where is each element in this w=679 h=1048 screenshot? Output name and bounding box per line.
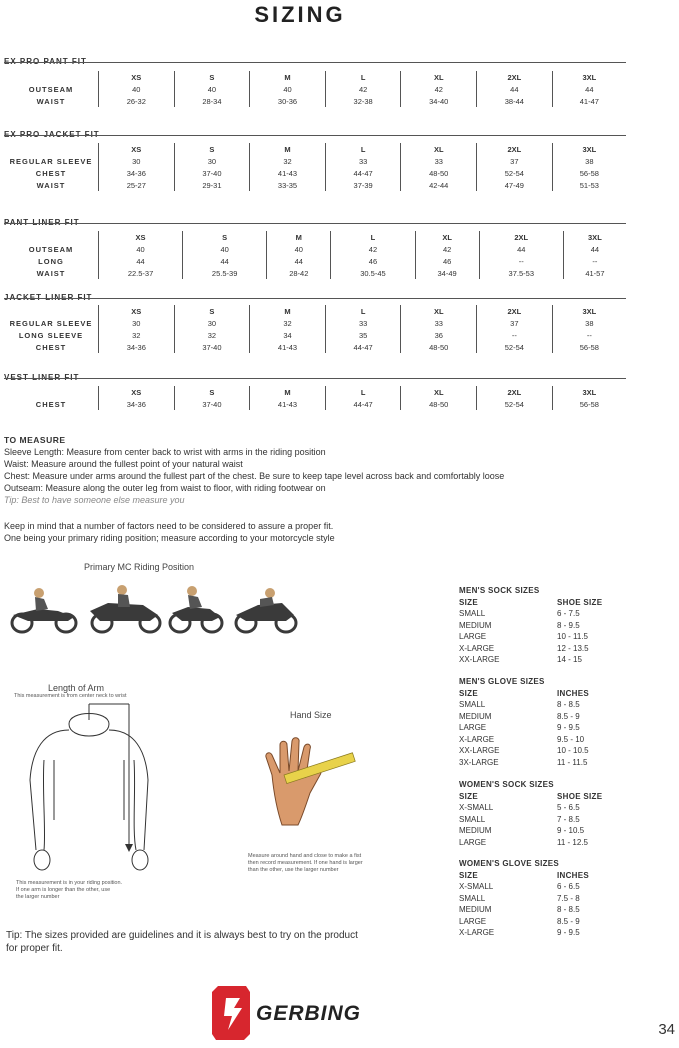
size-value: 38 [552,317,626,329]
size-header-cell: M [250,386,326,398]
col-header: SIZE [459,870,478,880]
size-value: 38-44 [477,95,553,107]
size-header-cell: 2XL [477,305,553,317]
size-value: 44-47 [325,398,401,410]
size-header-cell: L [325,386,401,398]
measure-name: LONG SLEEVE [18,330,84,340]
size-table [4,231,626,279]
size-header-cell: L [325,143,401,155]
size-header-cell: M [250,71,326,83]
size-value: 41-43 [250,398,326,410]
size-value: 42 [401,83,477,95]
gerbing-logo-text: GERBING [256,1002,362,1025]
table-cell: LARGE [459,837,487,847]
table-cell: 12 - 13.5 [557,643,589,653]
size-row [4,255,626,267]
size-value: 30 [174,317,250,329]
size-value: 28-34 [174,95,250,107]
table-cell: 8 - 8.5 [557,905,580,914]
size-header-row [4,71,626,83]
table-row [459,825,637,837]
arm-length-caption: Length of Arm [48,683,105,693]
size-value: 44-47 [325,341,401,353]
table-cell: X-LARGE [459,734,495,744]
table-cell: 7.5 - 8 [557,893,580,903]
table-row [459,927,637,939]
measure-name: OUTSEAM [28,84,74,94]
size-value: 44 [552,83,626,95]
size-header-blank [4,71,99,83]
size-value: 32 [174,329,250,341]
size-value: -- [563,255,626,267]
section-divider [4,298,626,299]
table-cell: 10 - 11.5 [557,632,588,641]
size-value: 33 [401,155,477,167]
measure-name: CHEST [35,399,67,409]
size-value: 56-58 [552,167,626,179]
measure-line: Sleeve Length: Measure from center back to wrist with arms in the riding position [4,447,326,457]
table-cell: 7 - 8.5 [557,814,580,824]
measure-name: CHEST [35,342,67,352]
arm-length-note: This measurement is from center neck to wrist [14,693,127,699]
size-header-cell: XS [99,305,175,317]
measure-line: Waist: Measure around the fullest point of your natural waist [4,459,243,469]
womens-glove-sizes-table [459,858,637,939]
table-row [459,802,637,814]
size-header-cell: S [183,231,267,243]
size-value: 33 [325,317,401,329]
table-title: WOMEN'S GLOVE SIZES [459,859,560,868]
table-cell: 14 - 15 [557,655,582,664]
keep-line: Keep in mind that a number of factors need to be considered to assure a proper fit. [4,521,334,531]
size-header-cell: L [325,71,401,83]
size-row [4,155,626,167]
hand-size-caption: Hand Size [290,710,332,720]
table-cell: MEDIUM [459,826,492,835]
table-header-row [459,688,637,700]
size-header-cell: XL [401,143,477,155]
size-row [4,167,626,179]
size-value: 34-49 [415,267,479,279]
size-value: 32 [250,155,326,167]
size-row [4,179,626,191]
table-cell: 5 - 6.5 [557,803,580,812]
table-cell: 9 - 10.5 [557,826,585,835]
size-header-cell: 2XL [477,386,553,398]
size-table [4,305,626,353]
hand-size-note: Measure around hand and close to make a fist then record measurement. If one hand is larger than the other, use the larger number [248,853,363,873]
gerbing-logo-icon [212,984,252,1042]
table-row [459,734,637,746]
table-cell: SMALL [459,609,486,618]
size-header-cell: XS [99,71,175,83]
table-cell: LARGE [459,916,487,926]
table-row [459,654,637,666]
size-value: 52-54 [477,398,553,410]
size-value: 40 [183,243,267,255]
size-value: 34-36 [99,398,175,410]
measure-name: REGULAR SLEEVE [9,318,93,328]
table-cell: SMALL [459,893,486,903]
size-value: 37-40 [174,341,250,353]
size-table [4,143,626,191]
measure-line: Outseam: Measure along the outer leg from waist to floor, with riding footwear on [4,483,326,493]
size-value: 37-40 [174,398,250,410]
size-header-cell: XL [401,71,477,83]
size-header-cell: XL [415,231,479,243]
to-measure-heading: TO MEASURE [4,435,66,445]
size-value: 26-32 [99,95,175,107]
table-cell: LARGE [459,632,487,641]
col-header: SIZE [459,791,478,801]
size-value: 37.5-53 [479,267,563,279]
size-value: 41-43 [250,341,326,353]
size-value: -- [552,329,626,341]
size-value: 42-44 [401,179,477,191]
size-value: 25-27 [99,179,175,191]
size-value: 44 [99,255,183,267]
table-cell: MEDIUM [459,620,492,630]
size-header-blank [4,231,99,243]
size-value: 51-53 [552,179,626,191]
size-header-cell: XL [401,305,477,317]
size-header-cell: L [325,305,401,317]
table-cell: 8.5 - 9 [557,916,580,926]
bottom-tip: Tip: The sizes provided are guidelines and it is always best to try on the product for proper fit. [6,930,358,954]
table-cell: 10 - 10.5 [557,746,589,755]
size-value: 44 [477,83,553,95]
table-title: MEN'S SOCK SIZES [459,586,540,595]
table-cell: 11 - 12.5 [557,837,588,847]
size-header-cell: 2XL [477,71,553,83]
table-row [459,893,637,905]
size-row [4,83,626,95]
size-value: 33 [325,155,401,167]
measure-name: LONG [38,256,64,266]
size-header-cell: XL [401,386,477,398]
size-value: 40 [267,243,331,255]
size-value: 52-54 [477,167,553,179]
size-value: 33 [401,317,477,329]
size-header-cell: 3XL [552,143,626,155]
table-row [459,757,637,769]
size-value: 34 [250,329,326,341]
size-value: 48-50 [401,398,477,410]
size-value: 32 [250,317,326,329]
size-row [4,398,626,410]
size-value: 41-43 [250,167,326,179]
size-header-row [4,231,626,243]
arm-length-illustration [14,700,164,880]
size-value: 37 [477,317,553,329]
size-row [4,341,626,353]
size-value: 40 [250,83,326,95]
table-cell: X-SMALL [459,803,494,812]
section-divider [4,135,626,136]
table-row [459,608,637,620]
table-row [459,631,637,643]
size-header-cell: L [331,231,415,243]
size-header-cell: M [250,143,326,155]
keep-in-mind-block [4,520,335,544]
size-value: 40 [99,83,175,95]
size-value: 48-50 [401,167,477,179]
measure-tip: Tip: Best to have someone else measure you [4,495,185,505]
size-value: 34-36 [99,341,175,353]
table-header-row [459,791,637,803]
table-cell: MEDIUM [459,905,492,914]
table-row [459,814,637,826]
size-value: 30 [99,317,175,329]
size-value: 30-36 [250,95,326,107]
size-value: 28-42 [267,267,331,279]
touring-rider-icon [90,585,160,632]
table-cell: 9 - 9.5 [557,928,580,937]
size-value: -- [477,329,553,341]
page-number: 34 [658,1021,675,1038]
size-header-cell: M [250,305,326,317]
col-header: INCHES [557,870,590,880]
size-value: 46 [331,255,415,267]
size-header-cell: XS [99,231,183,243]
size-value: -- [479,255,563,267]
table-cell: SMALL [459,700,486,709]
table-cell: XX-LARGE [459,746,500,755]
standard-rider-icon [170,586,222,632]
size-value: 36 [401,329,477,341]
table-cell: XX-LARGE [459,655,500,664]
table-row [459,711,637,723]
size-header-row [4,305,626,317]
size-value: 38 [552,155,626,167]
table-header-row [459,870,637,882]
size-row [4,267,626,279]
col-header: SIZE [459,597,478,607]
hand-size-illustration [260,735,360,830]
table-cell: LARGE [459,723,487,732]
riding-position-caption: Primary MC Riding Position [84,562,195,572]
mens-glove-sizes-table [459,676,637,768]
size-header-cell: 3XL [563,231,626,243]
size-row [4,329,626,341]
size-header-cell: 3XL [552,71,626,83]
size-value: 25.5-39 [183,267,267,279]
size-value: 29-31 [174,179,250,191]
size-header-cell: 3XL [552,386,626,398]
cruiser-rider-icon [12,588,76,632]
section-divider [4,378,626,379]
womens-sock-sizes-table [459,779,637,848]
measure-name: CHEST [35,168,67,178]
size-value: 44-47 [325,167,401,179]
size-value: 41-47 [552,95,626,107]
measure-name: REGULAR SLEEVE [9,156,93,166]
size-row [4,95,626,107]
size-value: 37 [477,155,553,167]
size-header-cell: S [174,143,250,155]
table-row [459,881,637,893]
table-cell: X-LARGE [459,928,495,937]
table-row [459,837,637,849]
size-value: 32 [99,329,175,341]
size-value: 37-40 [174,167,250,179]
page-title: SIZING [254,2,346,27]
size-header-row [4,143,626,155]
table-title: WOMEN'S SOCK SIZES [459,780,554,789]
to-measure-block [4,434,504,506]
size-table [4,386,626,410]
size-value: 42 [325,83,401,95]
measure-line: Chest: Measure under arms around the fullest part of the chest. Be sure to keep tape level across back and comfortably loose [4,471,505,481]
table-cell: 6 - 6.5 [557,882,580,891]
size-value: 56-58 [552,398,626,410]
table-cell: 3X-LARGE [459,757,499,767]
size-value: 30 [99,155,175,167]
size-header-cell: XS [99,386,175,398]
table-cell: 9 - 9.5 [557,723,580,732]
size-value: 47-49 [477,179,553,191]
size-header-cell: S [174,71,250,83]
table-cell: 8.5 - 9 [557,711,580,721]
size-header-cell: S [174,386,250,398]
table-row [459,620,637,632]
mens-sock-sizes-table [459,585,637,666]
size-value: 40 [99,243,183,255]
col-header: SIZE [459,688,478,698]
table-cell: X-SMALL [459,882,494,891]
size-header-blank [4,386,99,398]
table-row [459,643,637,655]
size-value: 42 [415,243,479,255]
sport-rider-icon [236,588,296,632]
size-value: 40 [174,83,250,95]
size-value: 48-50 [401,341,477,353]
size-value: 44 [183,255,267,267]
col-header: INCHES [557,688,590,698]
size-header-row [4,386,626,398]
size-header-cell: XS [99,143,175,155]
keep-line: One being your primary riding position; measure according to your motorcycle style [4,533,335,543]
size-header-cell: 2XL [479,231,563,243]
size-value: 30 [174,155,250,167]
size-header-cell: 2XL [477,143,553,155]
size-value: 44 [267,255,331,267]
size-value: 44 [563,243,626,255]
table-cell: X-LARGE [459,643,495,653]
table-row [459,745,637,757]
table-row [459,722,637,734]
table-row [459,699,637,711]
size-header-cell: S [174,305,250,317]
col-header: SHOE SIZE [557,791,603,801]
section-divider [4,223,626,224]
size-value: 44 [479,243,563,255]
size-row [4,317,626,329]
size-value: 30.5-45 [331,267,415,279]
table-cell: 8 - 9.5 [557,620,580,630]
size-value: 46 [415,255,479,267]
size-value: 52-54 [477,341,553,353]
size-value: 35 [325,329,401,341]
size-table [4,71,626,107]
size-value: 42 [331,243,415,255]
table-cell: SMALL [459,814,486,824]
measure-name: WAIST [36,180,66,190]
size-row [4,243,626,255]
table-row [459,904,637,916]
size-header-cell: 3XL [552,305,626,317]
table-row [459,916,637,928]
table-cell: 9.5 - 10 [557,734,585,744]
size-value: 41-57 [563,267,626,279]
section-divider [4,62,626,63]
table-title: MEN'S GLOVE SIZES [459,677,545,686]
measure-name: WAIST [36,96,66,106]
table-cell: 8 - 8.5 [557,700,580,709]
size-value: 34-40 [401,95,477,107]
size-value: 56-58 [552,341,626,353]
size-value: 37-39 [325,179,401,191]
measure-name: OUTSEAM [28,244,74,254]
size-header-blank [4,305,99,317]
table-cell: MEDIUM [459,711,492,721]
size-value: 34-36 [99,167,175,179]
table-cell: 6 - 7.5 [557,609,580,618]
measure-name: WAIST [36,268,66,278]
size-value: 32-38 [325,95,401,107]
col-header: SHOE SIZE [557,597,603,607]
riding-positions-illustration [8,585,298,635]
table-header-row [459,597,637,609]
arm-bottom-note: This measurement is in your riding position. If one arm is longer than the other, use the larger number [16,880,123,900]
table-cell: 11 - 11.5 [557,757,588,767]
size-header-cell: M [267,231,331,243]
size-value: 22.5-37 [99,267,183,279]
size-value: 33-35 [250,179,326,191]
size-header-blank [4,143,99,155]
